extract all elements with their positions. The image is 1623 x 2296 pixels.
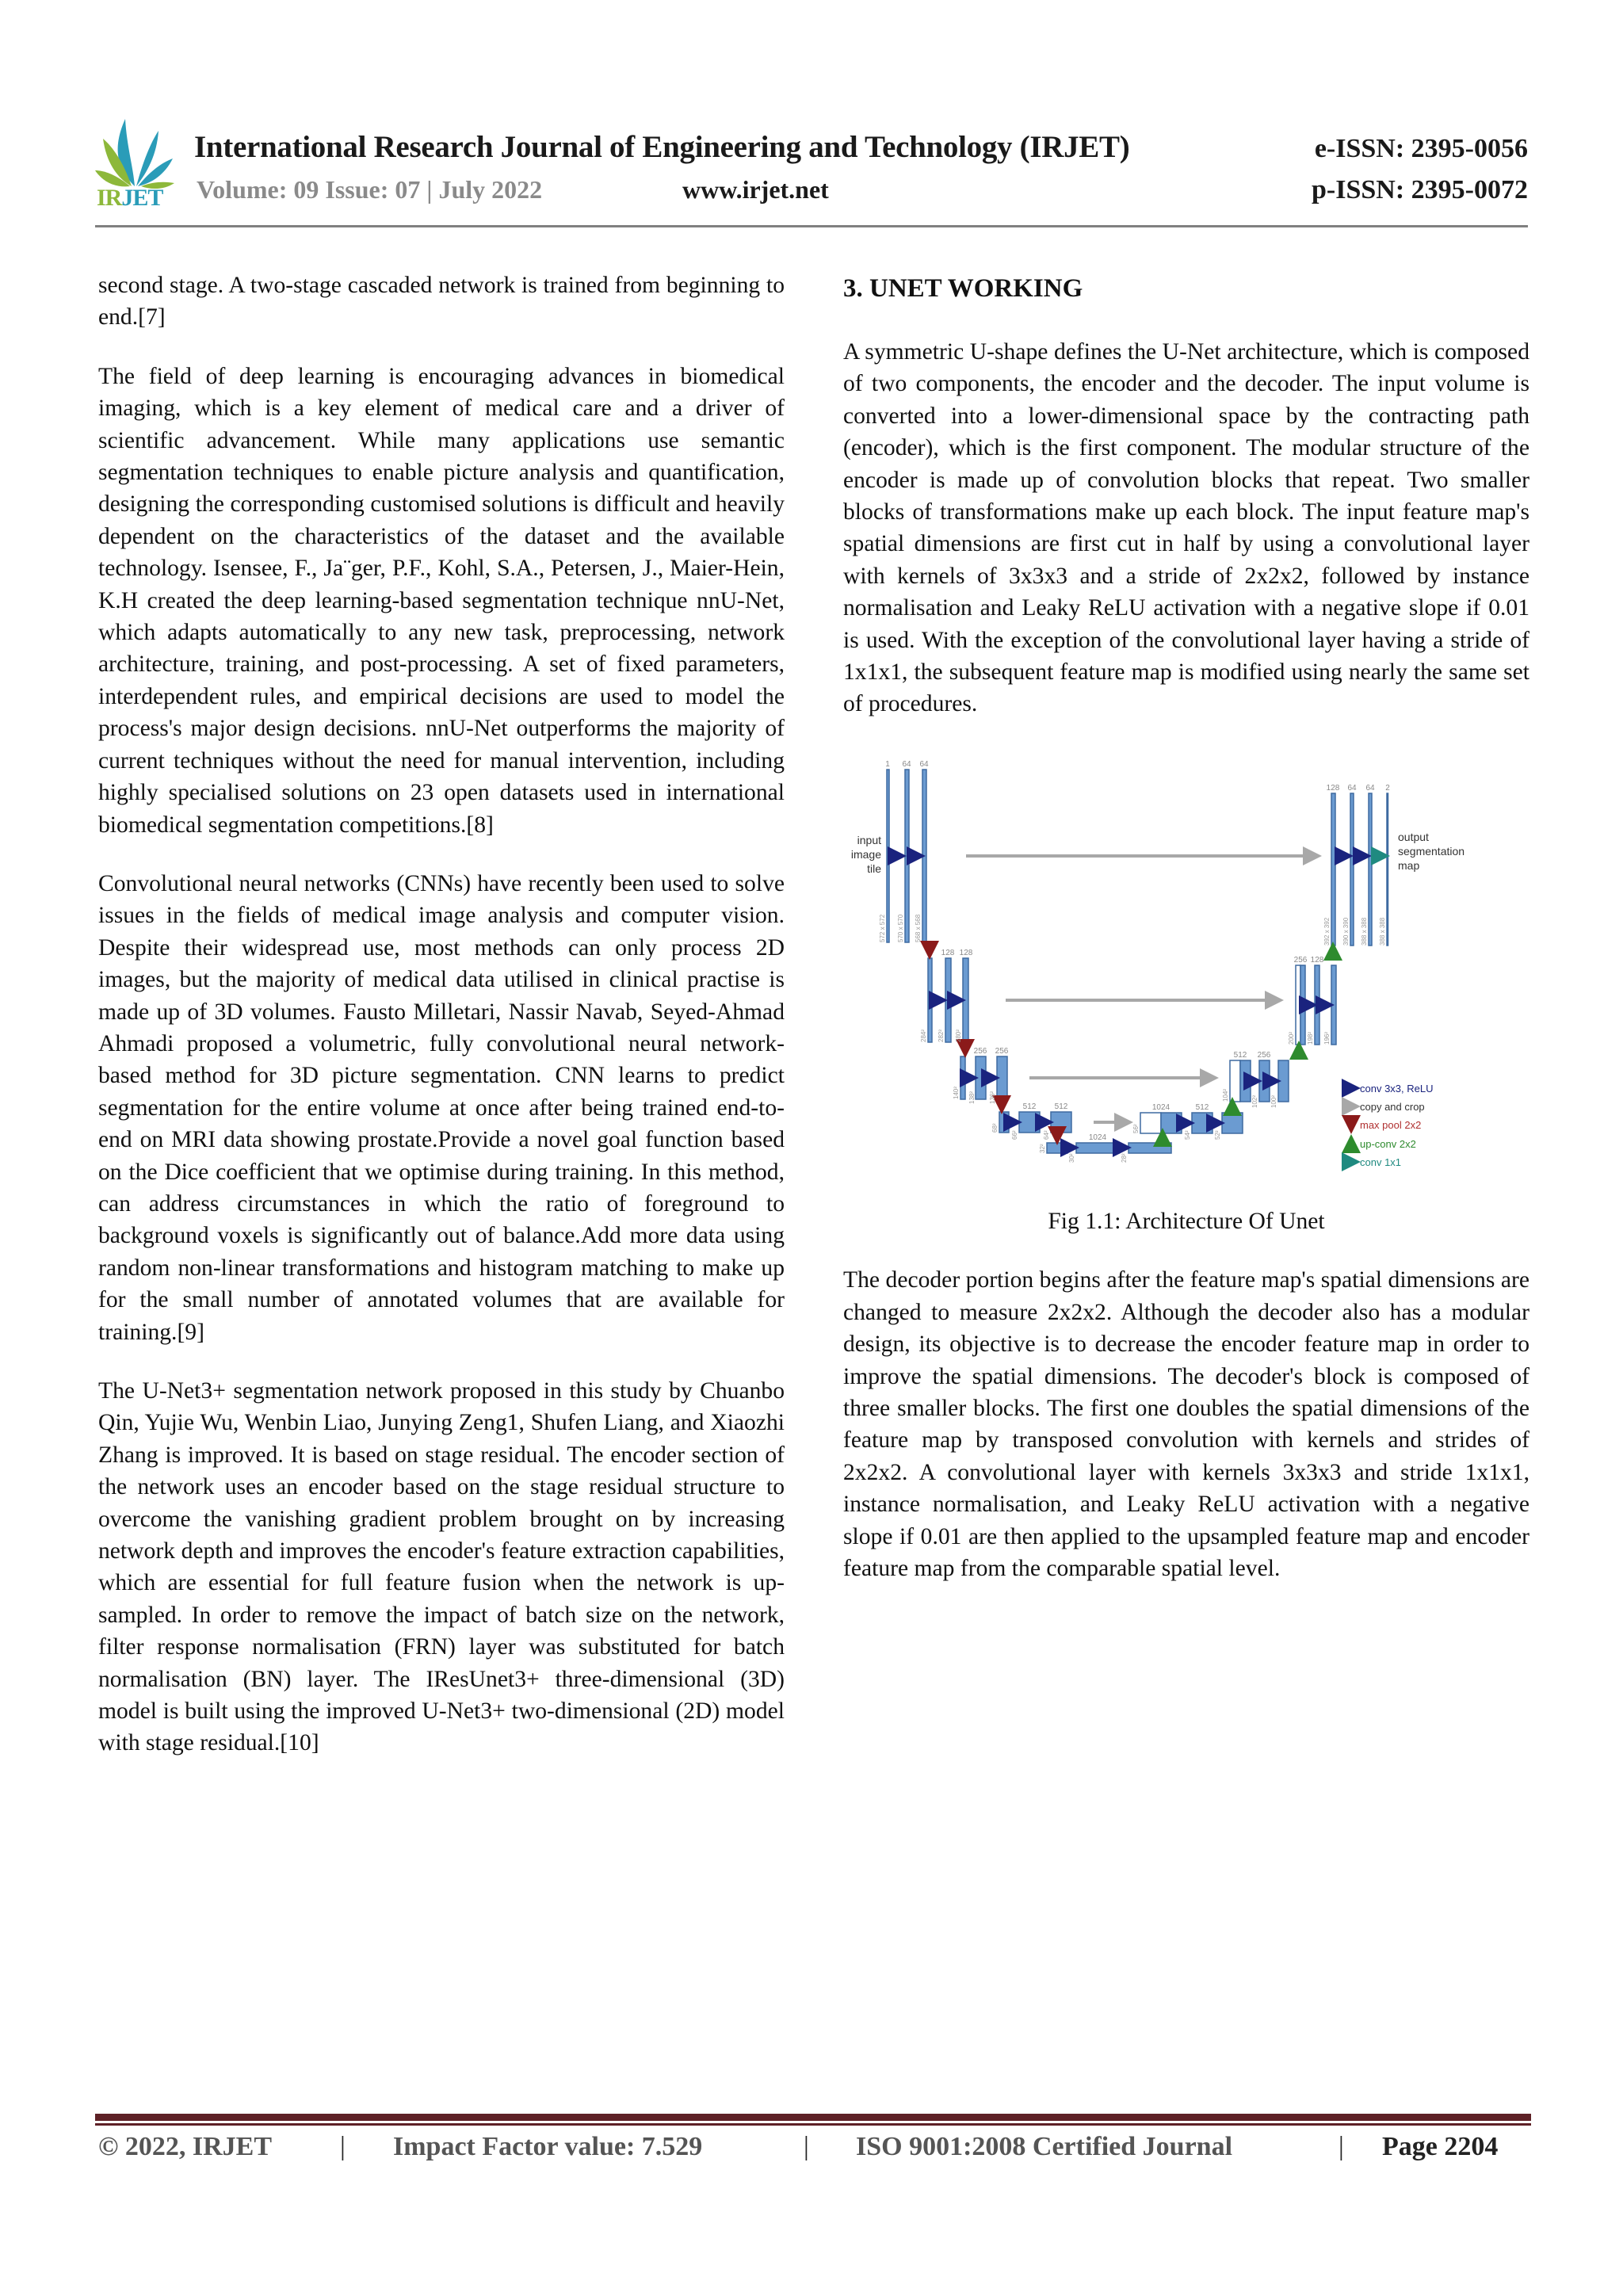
right-column [843, 269, 1529, 1611]
e-issn: e-ISSN: 2395-0056 [1314, 134, 1528, 163]
footer-separator: | [1338, 2132, 1344, 2161]
svg-text:30²: 30² [1068, 1153, 1075, 1163]
svg-text:512: 512 [1195, 1102, 1209, 1112]
svg-text:conv 3x3, ReLU: conv 3x3, ReLU [1360, 1082, 1434, 1095]
svg-text:128: 128 [959, 948, 973, 957]
p-issn: p-ISSN: 2395-0072 [1312, 175, 1528, 204]
footer-separator: | [804, 2132, 809, 2161]
section-heading: 3. UNET WORKING [843, 274, 1083, 303]
paragraph: Convolutional neural networks (CNNs) have recently been used to solve issues in the fields of medical image analysis and computer vision. Despite their widespread use, most methods can only process 2D images, but the majority of medical data utilised in clinical practise is made up of 3D volumes. Fausto Milletari, Nassir Navab, Seyed-Ahmad Ahmadi proposed a volumetric, fully convolutional neural network-based method for 3D picture segmentation. CNN learns to predict segmentation for the entire volume at once after being trained end-to-end on MRI data showing prostate.Provide a novel goal function based on the Dice coefficient that we optimise during training. In this method, can address circumstances in which the ratio of foreground to background voxels is significantly out of balance.Add more data using random non-linear transformations and histogram matching to make up for the small number of annotated volumes that are available for training.[9] [98, 870, 785, 1345]
website-link[interactable]: www.irjet.net [682, 175, 829, 204]
svg-text:512: 512 [1054, 1102, 1068, 1111]
svg-text:284²: 284² [920, 1029, 927, 1042]
svg-text:138²: 138² [968, 1091, 976, 1104]
svg-text:image: image [850, 847, 881, 861]
svg-text:54²: 54² [1184, 1130, 1191, 1140]
page-header [95, 115, 1528, 234]
figure-caption: Fig 1.1: Architecture Of Unet [1048, 1208, 1325, 1234]
svg-text:tile: tile [867, 861, 881, 875]
header-divider [95, 225, 1528, 227]
svg-text:392 x 392: 392 x 392 [1323, 917, 1331, 946]
svg-text:388 x 388: 388 x 388 [1361, 917, 1368, 946]
paragraph: The decoder portion begins after the feature map's spatial dimensions are changed to measure 2x2x2. Although the decoder also has a modular design, its objective is to decrease the encoder feature map in order to improve the spatial dimensions. The decoder's block is composed of three smaller blocks. The first one doubles the spatial dimensions of the feature map by transposed convolution with kernels and strides of 2x2x2. A convolutional layer with kernels 3x3x3 and stride 1x1x1, instance normalisation, and Leaky ReLU activation with a negative slope if 0.01 are then applied to the upsampled feature map and encoder feature map from the comparable spatial level. [843, 1267, 1529, 1581]
svg-text:200²: 200² [1288, 1031, 1295, 1045]
page-footer [98, 2132, 1531, 2172]
journal-title: International Research Journal of Engineering and Technology (IRJET) [194, 130, 1130, 164]
svg-text:copy and crop: copy and crop [1360, 1100, 1425, 1113]
footer-divider [95, 2114, 1531, 2121]
svg-text:104²: 104² [1222, 1088, 1229, 1102]
svg-text:280²: 280² [955, 1029, 962, 1042]
copyright: © 2022, IRJET [98, 2132, 273, 2161]
svg-text:1024: 1024 [1088, 1133, 1107, 1142]
svg-text:196²: 196² [1323, 1031, 1331, 1045]
svg-text:102²: 102² [1251, 1095, 1258, 1108]
page-number: Page 2204 [1382, 2132, 1499, 2161]
irjet-logo [95, 115, 174, 214]
svg-text:52²: 52² [1214, 1130, 1221, 1140]
svg-text:64: 64 [919, 759, 929, 769]
svg-text:136²: 136² [989, 1091, 996, 1104]
svg-text:64: 64 [1347, 783, 1357, 793]
impact-factor: Impact Factor value: 7.529 [393, 2132, 703, 2161]
left-column [98, 269, 785, 1786]
svg-text:198²: 198² [1307, 1031, 1314, 1045]
svg-text:conv 1x1: conv 1x1 [1360, 1156, 1402, 1168]
svg-text:256: 256 [1257, 1050, 1271, 1060]
svg-text:32²: 32² [1039, 1144, 1046, 1153]
svg-text:output: output [1398, 830, 1429, 843]
svg-text:segmentation: segmentation [1398, 844, 1465, 858]
unet-architecture-figure [843, 747, 1529, 1191]
footer-divider-thin [95, 2123, 1531, 2126]
svg-text:up-conv 2x2: up-conv 2x2 [1360, 1137, 1416, 1150]
leaf-logo-icon [95, 115, 174, 190]
svg-text:512: 512 [1022, 1102, 1037, 1111]
footer-separator: | [340, 2132, 346, 2161]
svg-text:256: 256 [1293, 955, 1308, 965]
svg-text:128: 128 [1326, 783, 1340, 793]
logo-wordmark: IRJET [97, 185, 163, 211]
paragraph: A symmetric U-shape defines the U-Net architecture, which is composed of two components, the encoder and the decoder. The input volume is converted into a lower-dimensional space by the contracting path (encoder), which is the first component. The modular structure of the encoder is made up of convolution blocks that repeat. Two smaller blocks of transformations make up each block. The input feature map's spatial dimensions are first cut in half by using a convolutional layer with kernels of 3x3x3 and a stride of 2x2x2, followed by instance normalisation and Leaky ReLU activation with a negative slope if 0.01 is used. With the exception of the convolutional layer having a stride of 1x1x1, the subsequent feature map is modified using nearly the same set of procedures. [843, 339, 1529, 717]
svg-text:64: 64 [902, 759, 911, 769]
svg-text:388 x 388: 388 x 388 [1379, 917, 1386, 946]
svg-text:56²: 56² [1132, 1124, 1140, 1133]
iso-certification: ISO 9001:2008 Certified Journal [856, 2132, 1233, 2161]
svg-text:128: 128 [941, 948, 955, 957]
svg-text:572 x 572: 572 x 572 [879, 914, 886, 942]
svg-text:568 x 568: 568 x 568 [915, 914, 922, 942]
svg-text:282²: 282² [938, 1029, 945, 1042]
diagram-legend [1345, 1083, 1434, 1168]
svg-text:28²: 28² [1121, 1153, 1128, 1163]
svg-text:2: 2 [1385, 783, 1390, 793]
unet-diagram [843, 747, 1529, 1191]
svg-text:140²: 140² [953, 1086, 960, 1099]
paragraph: second stage. A two-stage cascaded network is trained from beginning to end.[7] [98, 273, 785, 330]
svg-text:1: 1 [885, 759, 890, 769]
svg-text:64: 64 [1365, 783, 1375, 793]
volume-issue: Volume: 09 Issue: 07 | July 2022 [197, 175, 543, 204]
svg-text:100²: 100² [1270, 1095, 1277, 1108]
svg-text:390 x 390: 390 x 390 [1342, 917, 1350, 946]
svg-text:64²: 64² [1043, 1130, 1050, 1140]
svg-text:512: 512 [1233, 1050, 1247, 1060]
svg-text:66²: 66² [1011, 1130, 1018, 1140]
svg-text:68²: 68² [991, 1123, 999, 1133]
svg-text:128: 128 [1310, 955, 1324, 965]
svg-text:1024: 1024 [1151, 1102, 1170, 1112]
svg-text:max pool 2x2: max pool 2x2 [1360, 1118, 1422, 1131]
svg-text:input: input [857, 833, 881, 846]
svg-text:map: map [1398, 858, 1420, 872]
svg-text:570 x 570: 570 x 570 [897, 914, 904, 942]
paragraph: The field of deep learning is encouraging advances in biomedical imaging, which is a key element of medical care and a driver of scientific advancement. While many applications use semantic segmentation techniques to enable picture analysis and quantification, designing the corresponding customised solutions is difficult and heavily dependent on the characteristics of the dataset and the available technology. Isensee, F., Ja¨ger, P.F., Kohl, S.A., Petersen, J., Maier-Hein, K.H created the deep learning-based segmentation technique nnU-Net, which adapts automatically to any new task, preprocessing, network architecture, training, and post-processing. A set of fixed parameters, interdependent rules, and empirical decisions are used to model the process's major design decisions. nnU-Net outperforms the majority of current techniques without the need for manual intervention, including highly specialised solutions on 23 open datasets used in international biomedical segmentation competitions.[8] [98, 363, 785, 838]
svg-text:256: 256 [973, 1046, 987, 1056]
svg-text:256: 256 [995, 1046, 1009, 1056]
paragraph: The U-Net3+ segmentation network proposed in this study by Chuanbo Qin, Yujie Wu, Wenbin Liao, Junying Zeng1, Shufen Liang, and Xiaozhi Zhang is improved. It is based on stage residual. The encoder section of the network uses an encoder based on the stage residual structure to overcome the vanishing gradient problem brought on by increasing network depth and improves the encoder's feature extraction capabilities, which are essential for full feature fusion when the network is up-sampled. In order to remove the impact of batch size on the network, filter response normalisation (FRN) layer was substituted for batch normalisation (BN) layer. The IResUnet3+ three-dimensional (3D) model is built using the improved U-Net3+ two-dimensional (2D) model with stage residual.[10] [98, 1378, 785, 1756]
